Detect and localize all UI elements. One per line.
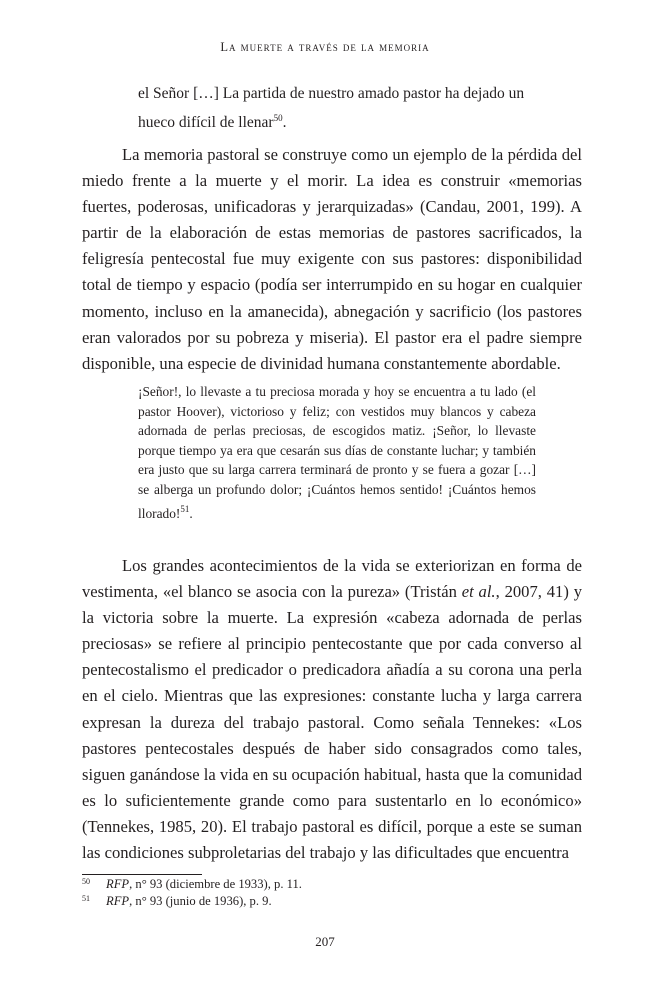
running-header: La muerte a través de la memoria — [220, 40, 430, 54]
paragraph-1-text: La memoria pastoral se construye como un ejemplo de la pérdida del miedo frente a la muerte y el morir. La idea es construir «memorias fuertes, poderosas, unificadoras y jerarquizadas» (Candau, 2001, 199). A partir de la elaboración de estas memorias de pastores sacrificados, la feligresía pentecostal fue muy exigente con sus pastores: disponibilidad total de tiempo y espacio (podía ser interrumpido en su hogar en cualquier momento, incluso en la amanecida), abnegación y sacrificio (los pastores eran valorados por su pobreza y miseria). El pastor era el padre siempre disponible, una especie de divinidad humana constantemente abordable. — [82, 145, 582, 373]
quote-1-text: el Señor […] La partida de nuestro amado pastor ha dejado un hueco difícil de llenar — [138, 85, 525, 131]
paragraph-2 — [82, 553, 582, 866]
footnote-51 — [82, 890, 272, 910]
page-number: 207 — [315, 934, 335, 949]
footnote-number: 51 — [82, 894, 90, 903]
paragraph-2-emphasis: et al. — [461, 582, 496, 602]
footnote-source: RFP — [106, 877, 130, 891]
quote-2-text: ¡Señor!, lo llevaste a tu preciosa morada y hoy se encuentra a tu lado (el pastor Hoover), victorioso y feliz; con vestidos muy blancos y cabeza adornada de perlas preciosas, de escogidos matiz. ¡Señor, lo llevaste porque tiempo ya era que cesarán sus días de constante luchar; y también era justo que su larga carrera terminará de pronto y se fuera a gozar […] se alberga un profundo dolor; ¡Cuántos hemos sentido! ¡Cuántos hemos llorado! — [138, 384, 536, 521]
paragraph-2-text-a: Los grandes acontecimientos de la vida se exteriorizan en forma de vestimenta, «el blanco se asocia con la pureza» (Tristán — [82, 556, 582, 602]
footnote-ref-51[interactable]: 51 — [180, 503, 190, 514]
indent — [82, 145, 122, 164]
footnote-source: RFP — [106, 894, 130, 908]
footnote-number: 50 — [82, 877, 90, 886]
footnote-text: , n° 93 (junio de 1936), p. 9. — [129, 894, 272, 908]
block-quote-2: ¡Señor!, lo llevaste a tu preciosa morada y hoy se encuentra a tu lado (el pastor Hoover), victorioso y feliz; con vestidos muy blancos y cabeza adornada de perlas preciosas, de escogidos matiz. ¡Señor, lo llevaste porque tiempo ya era que cesarán sus días de constante luchar; y también era justo que su larga carrera terminará de pronto y se fuera a gozar […] se alberga un profundo dolor; ¡Cuántos hemos sentido! ¡Cuántos hemos llorado!$^{51}$. — [138, 384, 536, 521]
footnote-text: , n° 93 (diciembre de 1933), p. 11. — [129, 877, 302, 891]
footnote-ref-50[interactable]: 50 — [273, 113, 283, 123]
indent — [82, 556, 122, 575]
paragraph-1 — [82, 142, 582, 377]
paragraph-2-text-b: , 2007, 41) y la victoria sobre la muerte. La expresión «cabeza adornada de perlas preciosas» se refiere al principio pentecostante que por cada converso al pentecostalismo el predicador o predicadora añadía a su corona una perla en el cielo. Mientras que las expresiones: constante lucha y larga carrera expresan la dureza del trabajo pastoral. Como señala Tennekes: «Los pastores pentecostales después de haber sido consagrados como tales, siguen ganándose la vida en su ocupación habitual, hasta que la comunidad es lo suficientemente grande como para sustentarlo en lo económico» (Tennekes, 1985, 20). El trabajo pastoral es difícil, porque a este se suman las condiciones subproletarias del trabajo y las dificultades que encuentra — [82, 582, 582, 863]
block-quote-1: el Señor […] La partida de nuestro amado pastor ha dejado un hueco difícil de llenar$^{50}$. — [138, 85, 525, 131]
